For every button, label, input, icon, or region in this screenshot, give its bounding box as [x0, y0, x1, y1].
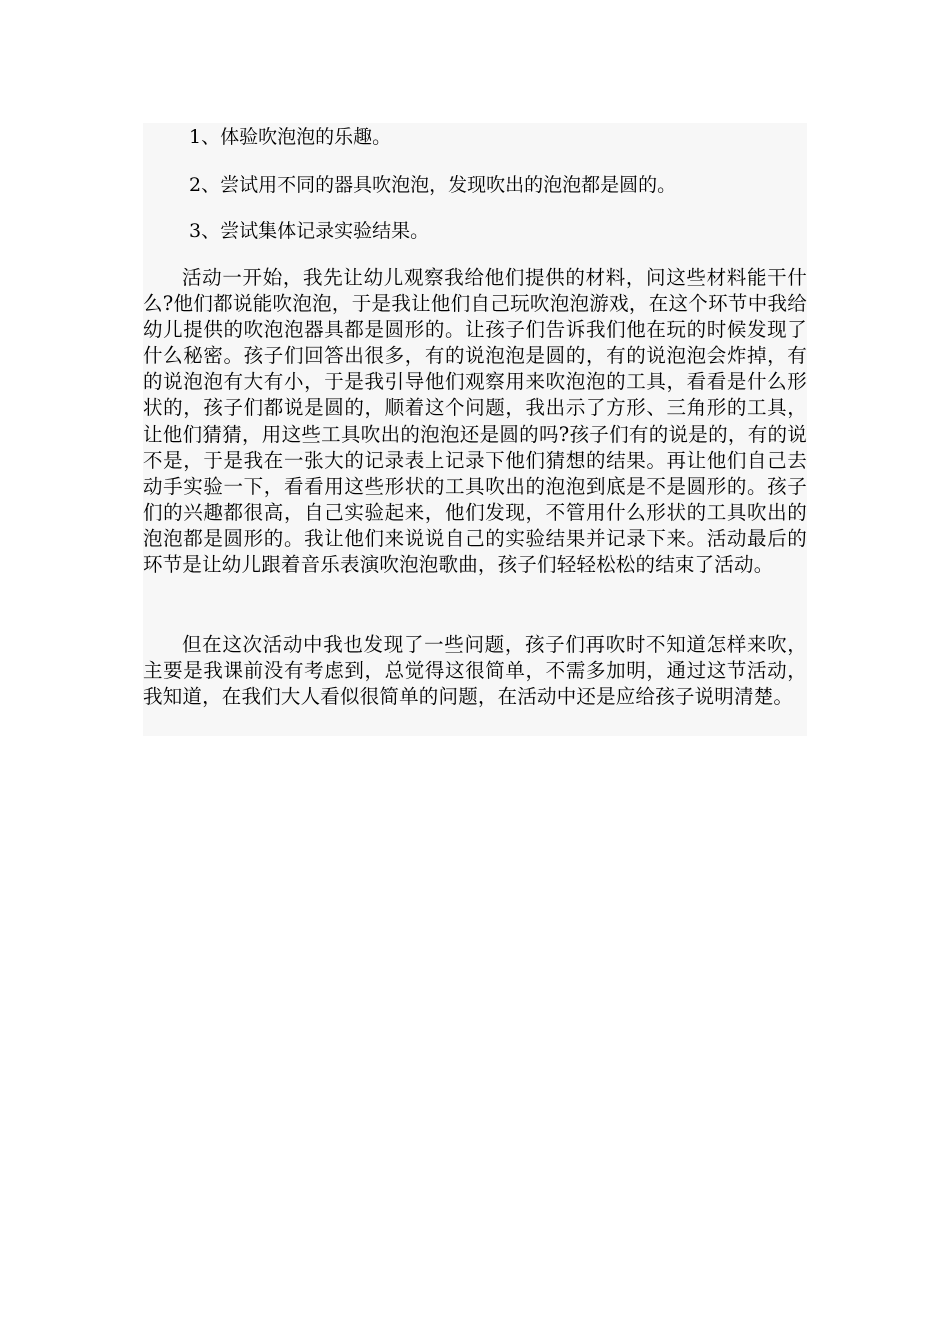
- goal-item-2: 2、尝试用不同的器具吹泡泡，发现吹出的泡泡都是圆的。: [189, 174, 677, 196]
- document-text-block: [143, 123, 807, 736]
- goal-item-1: 1、体验吹泡泡的乐趣。: [189, 126, 392, 148]
- reflection-paragraph-2: 但在这次活动中我也发现了一些问题，孩子们再吹时不知道怎样来吹，主要是我课前没有考虑到，总觉得这很简单，不需多加明，通过这节活动，我知道，在我们大人看似很简单的问题，在活动中还是应给孩子说明清楚。: [143, 633, 807, 709]
- reflection-paragraph-1: 活动一开始，我先让幼儿观察我给他们提供的材料，问这些材料能干什么?他们都说能吹泡泡，于是我让他们自己玩吹泡泡游戏，在这个环节中我给幼儿提供的吹泡泡器具都是圆形的。让孩子们告诉我们他在玩的时候发现了什么秘密。孩子们回答出很多，有的说泡泡是圆的，有的说泡泡会炸掉，有的说泡泡有大有小，于是我引导他们观察用来吹泡泡的工具，看看是什么形状的，孩子们都说是圆的，顺着这个问题，我出示了方形、三角形的工具，让他们猜猜，用这些工具吹出的泡泡还是圆的吗?孩子们有的说是的，有的说不是，于是我在一张大的记录表上记录下他们猜想的结果。再让他们自己去动手实验一下，看看用这些形状的工具吹出的泡泡到底是不是圆形的。孩子们的兴趣都很高，自己实验起来，他们发现，不管用什么形状的工具吹出的泡泡都是圆形的。我让他们来说说自己的实验结果并记录下来。活动最后的环节是让幼儿跟着音乐表演吹泡泡歌曲，孩子们轻轻松松的结束了活动。: [143, 266, 807, 577]
- goal-item-3: 3、尝试集体记录实验结果。: [189, 220, 430, 242]
